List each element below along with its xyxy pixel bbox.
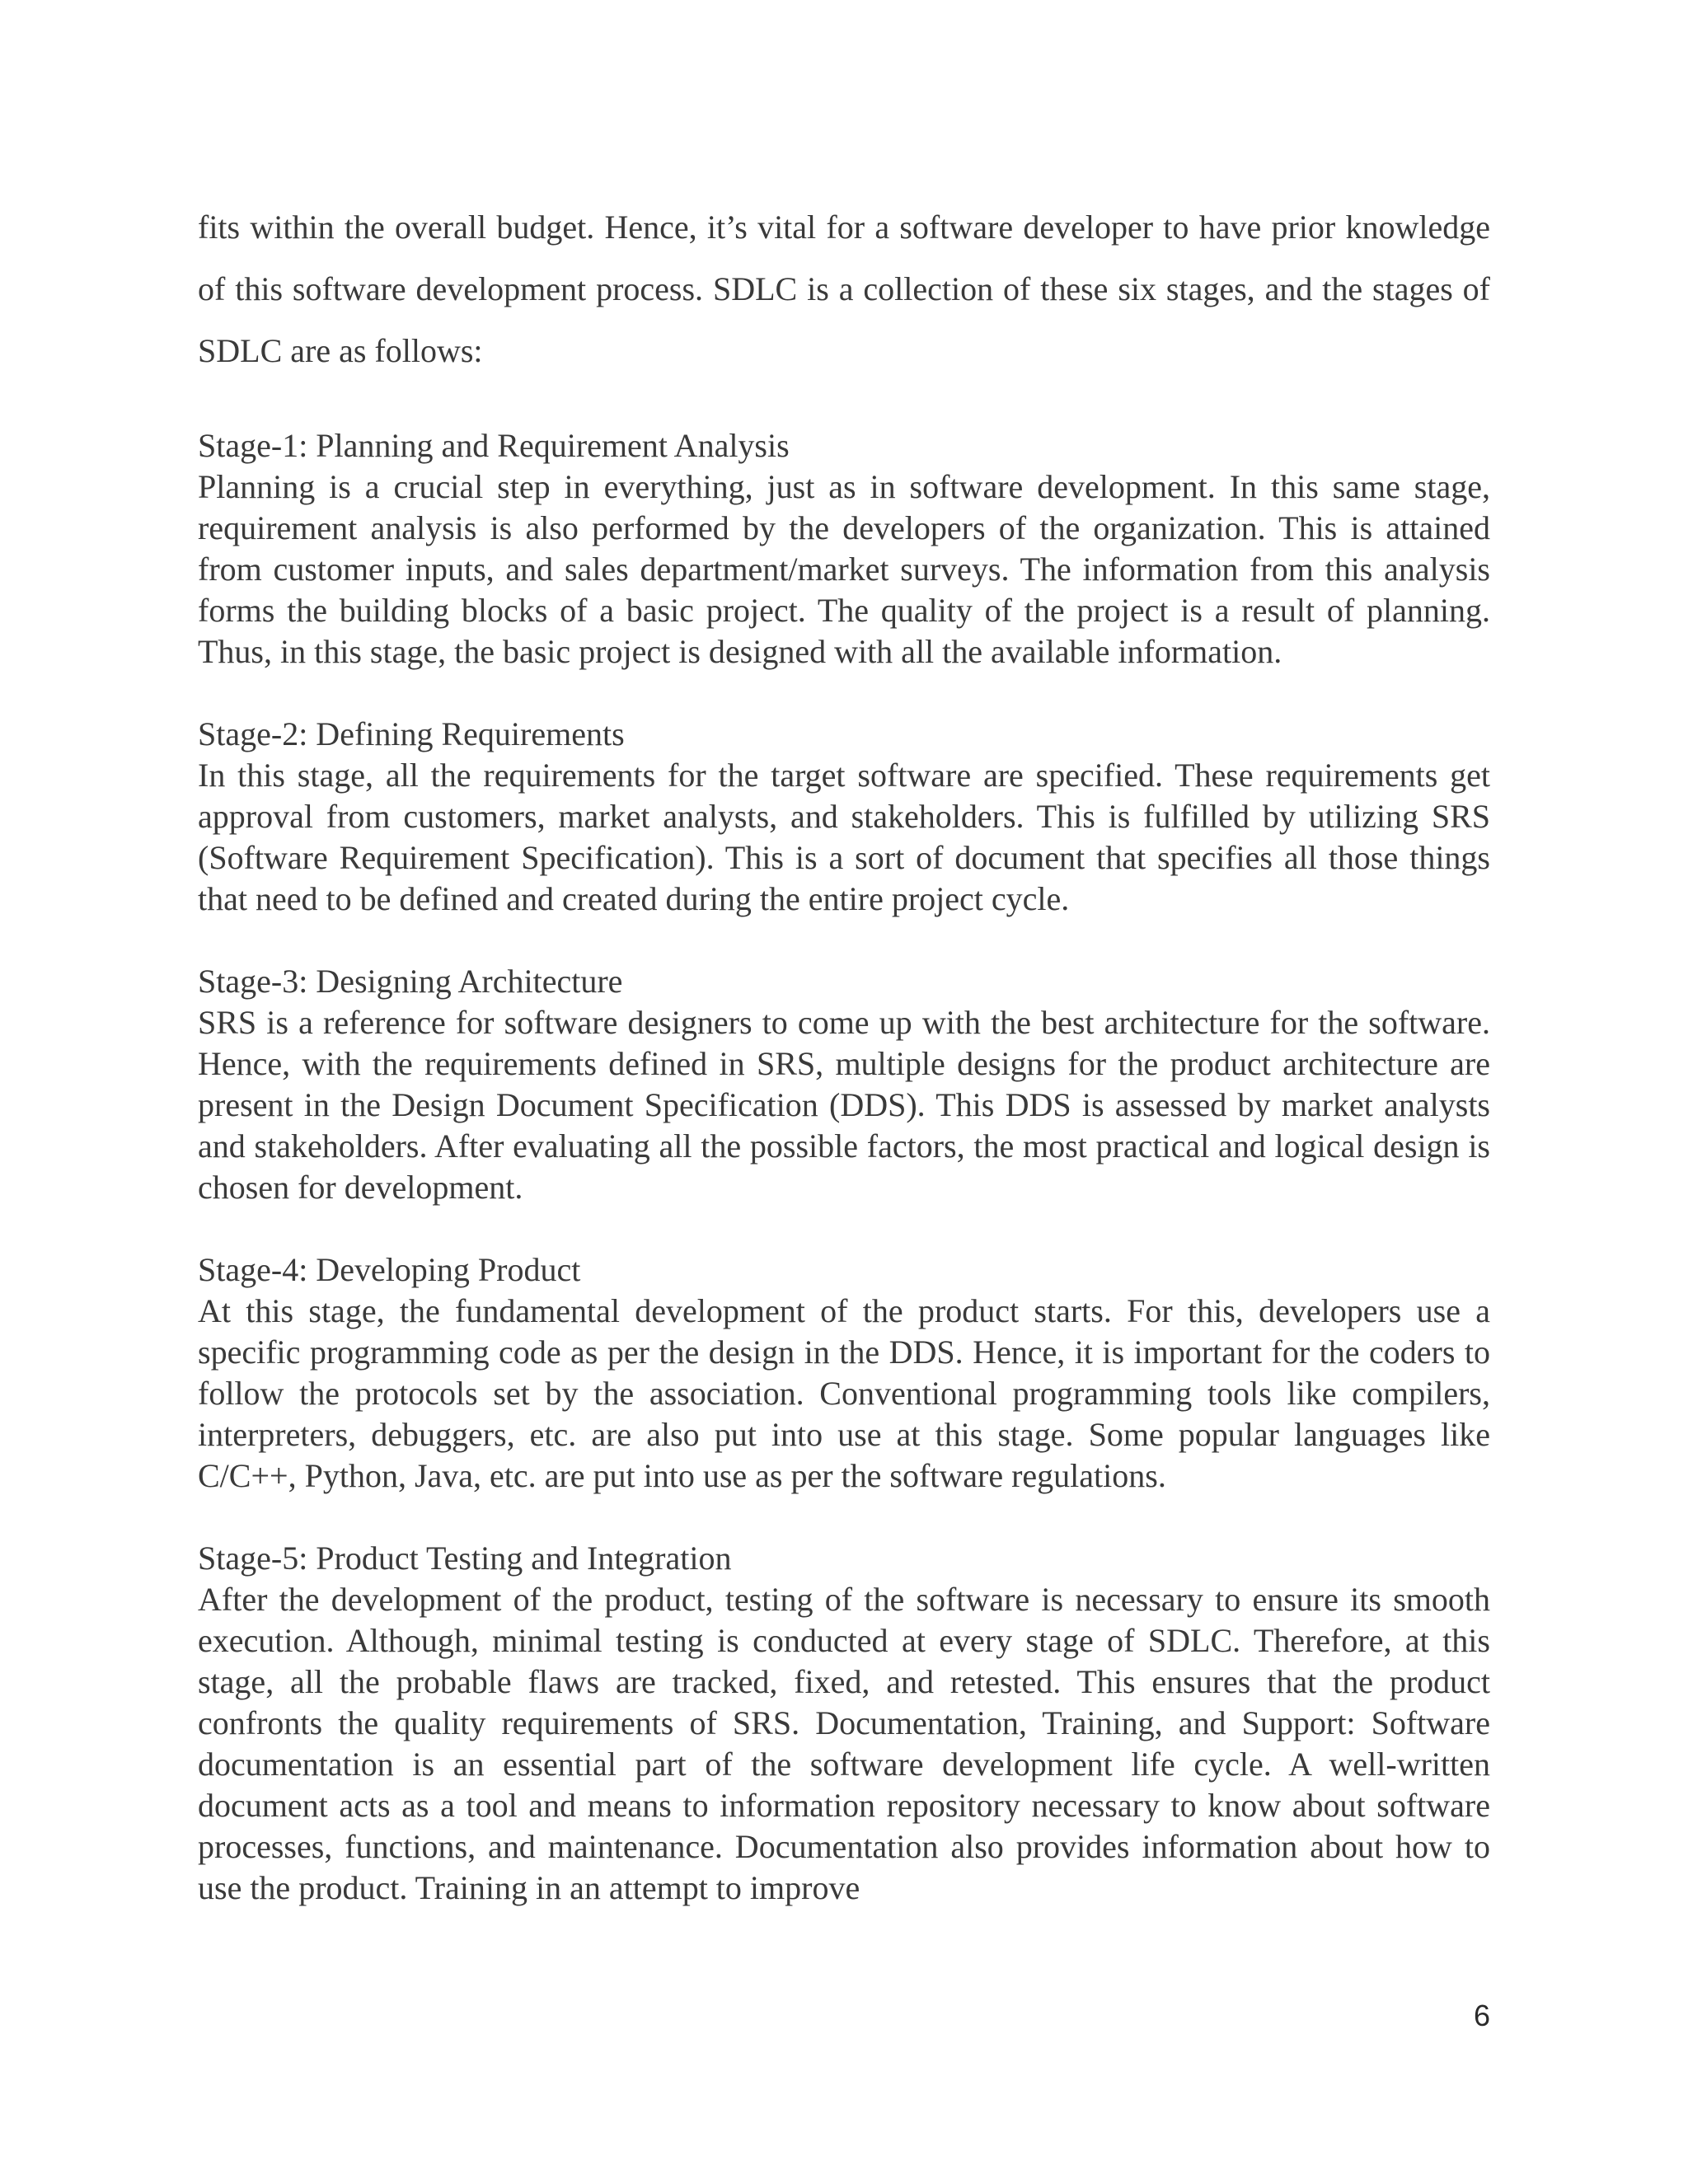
stage-paragraph: After the development of the product, testing of the software is necessary to ensure its smooth execution. Although, minimal testing is conducted at every stage of SDLC. Therefore, at this stage, all the probable flaws are tracked, fixed, and retested. This ensures that the product confronts the quality requirements of SRS. Documentation, Training, and Support: Software documentation is an essential part of the software development life cycle. A well-written document acts as a tool and means to information repository necessary to know about software processes, functions, and maintenance. Documentation also provides information about how to use the product. Training in an attempt to improve	[198, 1581, 1490, 1906]
intro-paragraph: fits within the overall budget. Hence, it’s vital for a software developer to have prior knowledge of this software development process. SDLC is a collection of these six stages, and the stages of SDLC are as follows:	[198, 209, 1490, 369]
stage-section-5	[198, 1538, 1490, 1909]
stage-section-1	[198, 425, 1490, 673]
stage-paragraph: SRS is a reference for software designers to come up with the best architecture for the software. Hence, with the requirements defined in SRS, multiple designs for the product architecture are present in the Design Document Specification (DDS). This DDS is assessed by market analysts and stakeholders. After evaluating all the possible factors, the most practical and logical design is chosen for development.	[198, 1004, 1490, 1206]
stage-paragraph: Planning is a crucial step in everything, just as in software development. In this same stage, requirement analysis is also performed by the developers of the organization. This is attained from customer inputs, and sales department/market surveys. The information from this analysis forms the building blocks of a basic project. The quality of the project is a result of planning. Thus, in this stage, the basic project is designed with all the available information.	[198, 468, 1490, 670]
page-number: 6	[1473, 1999, 1490, 2032]
stage-heading: Stage-2: Defining Requirements	[198, 715, 625, 752]
stage-paragraph: At this stage, the fundamental development of the product starts. For this, developers use a specific programming code as per the design in the DDS. Hence, it is important for the coders to follow the protocols set by the association. Conventional programming tools like compilers, interpreters, debuggers, etc. are also put into use at this stage. Some popular languages like C/C++, Python, Java, etc. are put into use as per the software regulations.	[198, 1292, 1490, 1494]
stage-section-3	[198, 961, 1490, 1208]
stage-section-4	[198, 1249, 1490, 1497]
stage-heading: Stage-5: Product Testing and Integration	[198, 1540, 732, 1577]
stage-heading: Stage-3: Designing Architecture	[198, 963, 623, 1000]
stage-heading: Stage-1: Planning and Requirement Analysis	[198, 427, 790, 464]
stage-heading: Stage-4: Developing Product	[198, 1251, 581, 1288]
page-content	[198, 196, 1490, 1909]
stage-paragraph: In this stage, all the requirements for the target software are specified. These requirements get approval from customers, market analysts, and stakeholders. This is fulfilled by utilizing SRS (Software Requirement Specification). This is a sort of document that specifies all those things that need to be defined and created during the entire project cycle.	[198, 757, 1490, 917]
stage-section-2	[198, 714, 1490, 920]
